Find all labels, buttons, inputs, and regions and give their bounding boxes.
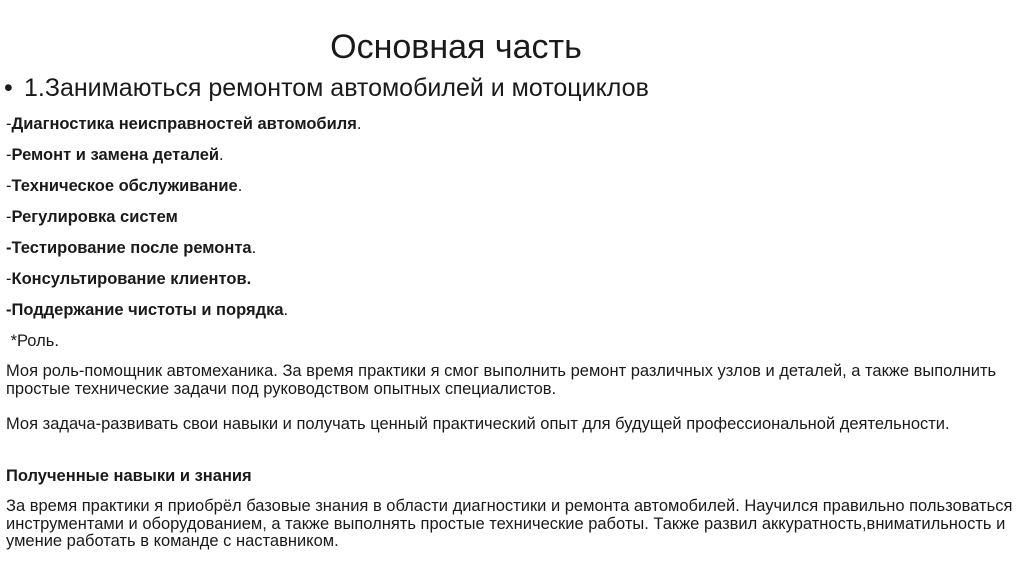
task-paragraph: Моя задача-развивать свои навыки и получать ценный практический опыт для будущей профессиональной деятельности. <box>6 415 950 433</box>
slide-title: Основная часть <box>330 28 582 66</box>
task-text: -Тестирование после ремонта <box>6 239 252 257</box>
task-prefix: - <box>6 208 12 226</box>
task-suffix: . <box>219 146 224 164</box>
task-suffix: . <box>356 115 362 133</box>
task-text: -Поддержание чистоты и порядка <box>6 301 284 319</box>
task-item <box>6 269 251 289</box>
task-item <box>6 114 361 134</box>
task-item <box>6 238 256 258</box>
task-suffix: . <box>251 239 257 257</box>
task-text: Регулировка систем <box>11 208 178 226</box>
task-text: Консультирование клиентов. <box>11 270 252 288</box>
task-item <box>6 145 224 165</box>
skills-paragraph: За время практики я приобрёл базовые знания в области диагностики и ремонта автомобилей. Научился правильно пользоваться инструментами и оборудованием, а также выполнять простые технические работы. Также развил аккуратность,вниматильность и умение работать в команде с наставником. <box>6 497 1013 550</box>
role-paragraph: Моя роль-помощник автомеханика. За время практики я смог выполнить ремонт различных узлов и деталей, а также выполнить простые технические задачи под руководством опытных специалистов. <box>6 362 997 398</box>
task-item <box>6 176 242 196</box>
task-prefix: - <box>6 177 12 195</box>
bullet-marker: • <box>4 74 13 102</box>
task-item <box>6 207 178 227</box>
main-bullet <box>4 72 649 104</box>
skills-heading: Полученные навыки и знания <box>6 467 252 485</box>
task-text: Диагностика неисправностей автомобиля <box>11 115 357 133</box>
task-suffix: . <box>283 301 289 319</box>
task-item <box>6 300 288 320</box>
bullet-text: 1.Занимаються ремонтом автомобилей и мотоциклов <box>24 74 649 102</box>
task-prefix: - <box>6 146 12 164</box>
task-text: Ремонт и замена деталей <box>11 146 220 164</box>
role-label: *Роль. <box>6 332 59 350</box>
task-prefix: - <box>6 270 12 288</box>
task-prefix: - <box>6 115 12 133</box>
task-suffix: . <box>237 177 243 195</box>
task-text: Техническое обслуживание <box>11 177 238 195</box>
